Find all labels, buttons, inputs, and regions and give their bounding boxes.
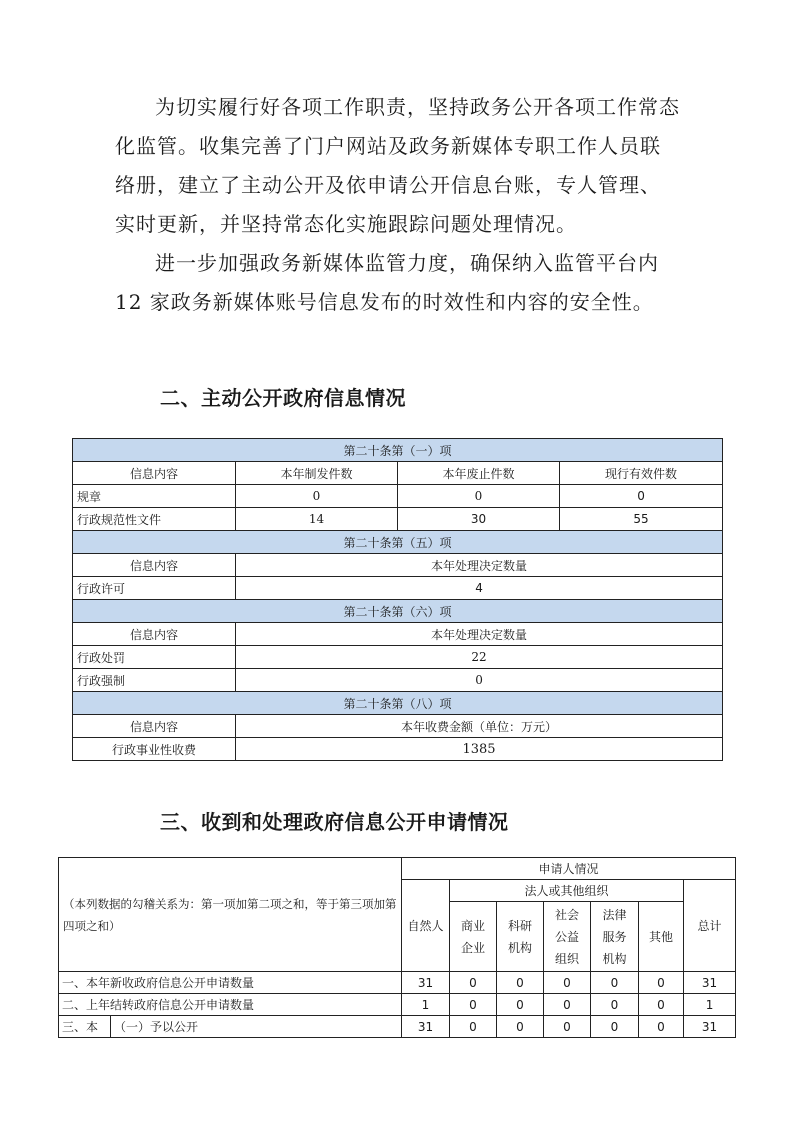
table-cell: 1 bbox=[684, 994, 736, 1016]
article-6-header: 第二十条第（六）项 bbox=[73, 600, 723, 623]
table-row bbox=[59, 1016, 736, 1038]
table-cell: 31 bbox=[684, 1016, 736, 1038]
article-8-header: 第二十条第（八）项 bbox=[73, 692, 723, 715]
column-header: 本年处理决定数量 bbox=[236, 623, 723, 646]
table-row bbox=[73, 577, 723, 600]
article-8-header-row bbox=[73, 692, 723, 715]
column-header: 信息内容 bbox=[73, 462, 236, 485]
article-1-header: 第二十条第（一）项 bbox=[73, 439, 723, 462]
row-label: 三、本 bbox=[59, 1016, 111, 1038]
table-cell: 0 bbox=[544, 994, 591, 1016]
table-cell: 1385 bbox=[236, 738, 723, 761]
table-cell: 0 bbox=[236, 485, 398, 508]
org-column-header: 商业企业 bbox=[450, 902, 497, 972]
table-cell: 22 bbox=[236, 646, 723, 669]
table-cell: 1 bbox=[402, 994, 450, 1016]
table-cell: 14 bbox=[236, 508, 398, 531]
table-cell: 0 bbox=[497, 994, 544, 1016]
column-header: 本年收费金额（单位：万元） bbox=[236, 715, 723, 738]
consistency-note: （本列数据的勾稽关系为：第一项加第二项之和，等于第三项加第四项之和） bbox=[59, 858, 402, 972]
article-1-column-row bbox=[73, 462, 723, 485]
row-label: 行政许可 bbox=[73, 577, 236, 600]
article-8-column-row bbox=[73, 715, 723, 738]
column-header: 现行有效件数 bbox=[560, 462, 723, 485]
org-column-header: 法律服务机构 bbox=[591, 902, 639, 972]
table-row bbox=[73, 646, 723, 669]
table-cell: 0 bbox=[450, 994, 497, 1016]
table-cell: 0 bbox=[236, 669, 723, 692]
table-cell: 0 bbox=[591, 972, 639, 994]
table-row bbox=[73, 669, 723, 692]
table-row bbox=[73, 508, 723, 531]
table-cell: 0 bbox=[639, 972, 684, 994]
table-cell: 0 bbox=[544, 1016, 591, 1038]
table-cell: 0 bbox=[591, 1016, 639, 1038]
legal-org-header: 法人或其他组织 bbox=[450, 880, 684, 902]
table-cell: 30 bbox=[398, 508, 560, 531]
table-cell: 0 bbox=[591, 994, 639, 1016]
natural-person-header: 自然人 bbox=[402, 880, 450, 972]
article-5-header-row bbox=[73, 531, 723, 554]
paragraph-2: 进一步加强政务新媒体监管力度，确保纳入监管平台内12 家政务新媒体账号信息发布的时效性和内容的安全性。 bbox=[115, 251, 659, 314]
applicant-header: 申请人情况 bbox=[402, 858, 736, 880]
org-column-header: 社会公益组织 bbox=[544, 902, 591, 972]
column-header: 本年废止件数 bbox=[398, 462, 560, 485]
section-2-heading: 二、主动公开政府信息情况 bbox=[160, 386, 406, 410]
column-header: 信息内容 bbox=[73, 554, 236, 577]
row-sublabel: （一）予以公开 bbox=[111, 1016, 402, 1038]
row-label: 一、本年新收政府信息公开申请数量 bbox=[59, 972, 402, 994]
article-6-header-row bbox=[73, 600, 723, 623]
column-header: 本年处理决定数量 bbox=[236, 554, 723, 577]
table-cell: 0 bbox=[544, 972, 591, 994]
table-cell: 0 bbox=[639, 1016, 684, 1038]
section-3-heading: 三、收到和处理政府信息公开申请情况 bbox=[160, 810, 509, 834]
column-header: 本年制发件数 bbox=[236, 462, 398, 485]
row-label: 行政规范性文件 bbox=[73, 508, 236, 531]
table-cell: 0 bbox=[560, 485, 723, 508]
table-cell: 0 bbox=[450, 1016, 497, 1038]
table-cell: 0 bbox=[497, 972, 544, 994]
body-text bbox=[115, 88, 680, 322]
table-cell: 4 bbox=[236, 577, 723, 600]
org-column-header: 科研机构 bbox=[497, 902, 544, 972]
applications-table bbox=[58, 857, 736, 1038]
article-5-header: 第二十条第（五）项 bbox=[73, 531, 723, 554]
table-row bbox=[73, 738, 723, 761]
row-label: 规章 bbox=[73, 485, 236, 508]
table-cell: 31 bbox=[402, 1016, 450, 1038]
row-label: 行政事业性收费 bbox=[73, 738, 236, 761]
table-cell: 55 bbox=[560, 508, 723, 531]
table-row bbox=[59, 972, 736, 994]
row-label: 二、上年结转政府信息公开申请数量 bbox=[59, 994, 402, 1016]
proactive-disclosure-table bbox=[72, 438, 723, 761]
article-1-header-row bbox=[73, 439, 723, 462]
table-row bbox=[59, 994, 736, 1016]
column-header: 信息内容 bbox=[73, 715, 236, 738]
table-row bbox=[73, 485, 723, 508]
table-cell: 31 bbox=[684, 972, 736, 994]
row-label: 行政强制 bbox=[73, 669, 236, 692]
column-header: 信息内容 bbox=[73, 623, 236, 646]
table-cell: 0 bbox=[497, 1016, 544, 1038]
paragraph-1: 为切实履行好各项工作职责，坚持政务公开各项工作常态化监管。收集完善了门户网站及政务新媒体专职工作人员联络册，建立了主动公开及依申请公开信息台账，专人管理、实时更新，并坚持常态化实施跟踪问题处理情况。 bbox=[115, 95, 680, 236]
org-column-header: 其他 bbox=[639, 902, 684, 972]
article-6-column-row bbox=[73, 623, 723, 646]
table-cell: 0 bbox=[639, 994, 684, 1016]
table-cell: 0 bbox=[398, 485, 560, 508]
article-5-column-row bbox=[73, 554, 723, 577]
row-label: 行政处罚 bbox=[73, 646, 236, 669]
total-header: 总计 bbox=[684, 880, 736, 972]
table-cell: 0 bbox=[450, 972, 497, 994]
table-cell: 31 bbox=[402, 972, 450, 994]
